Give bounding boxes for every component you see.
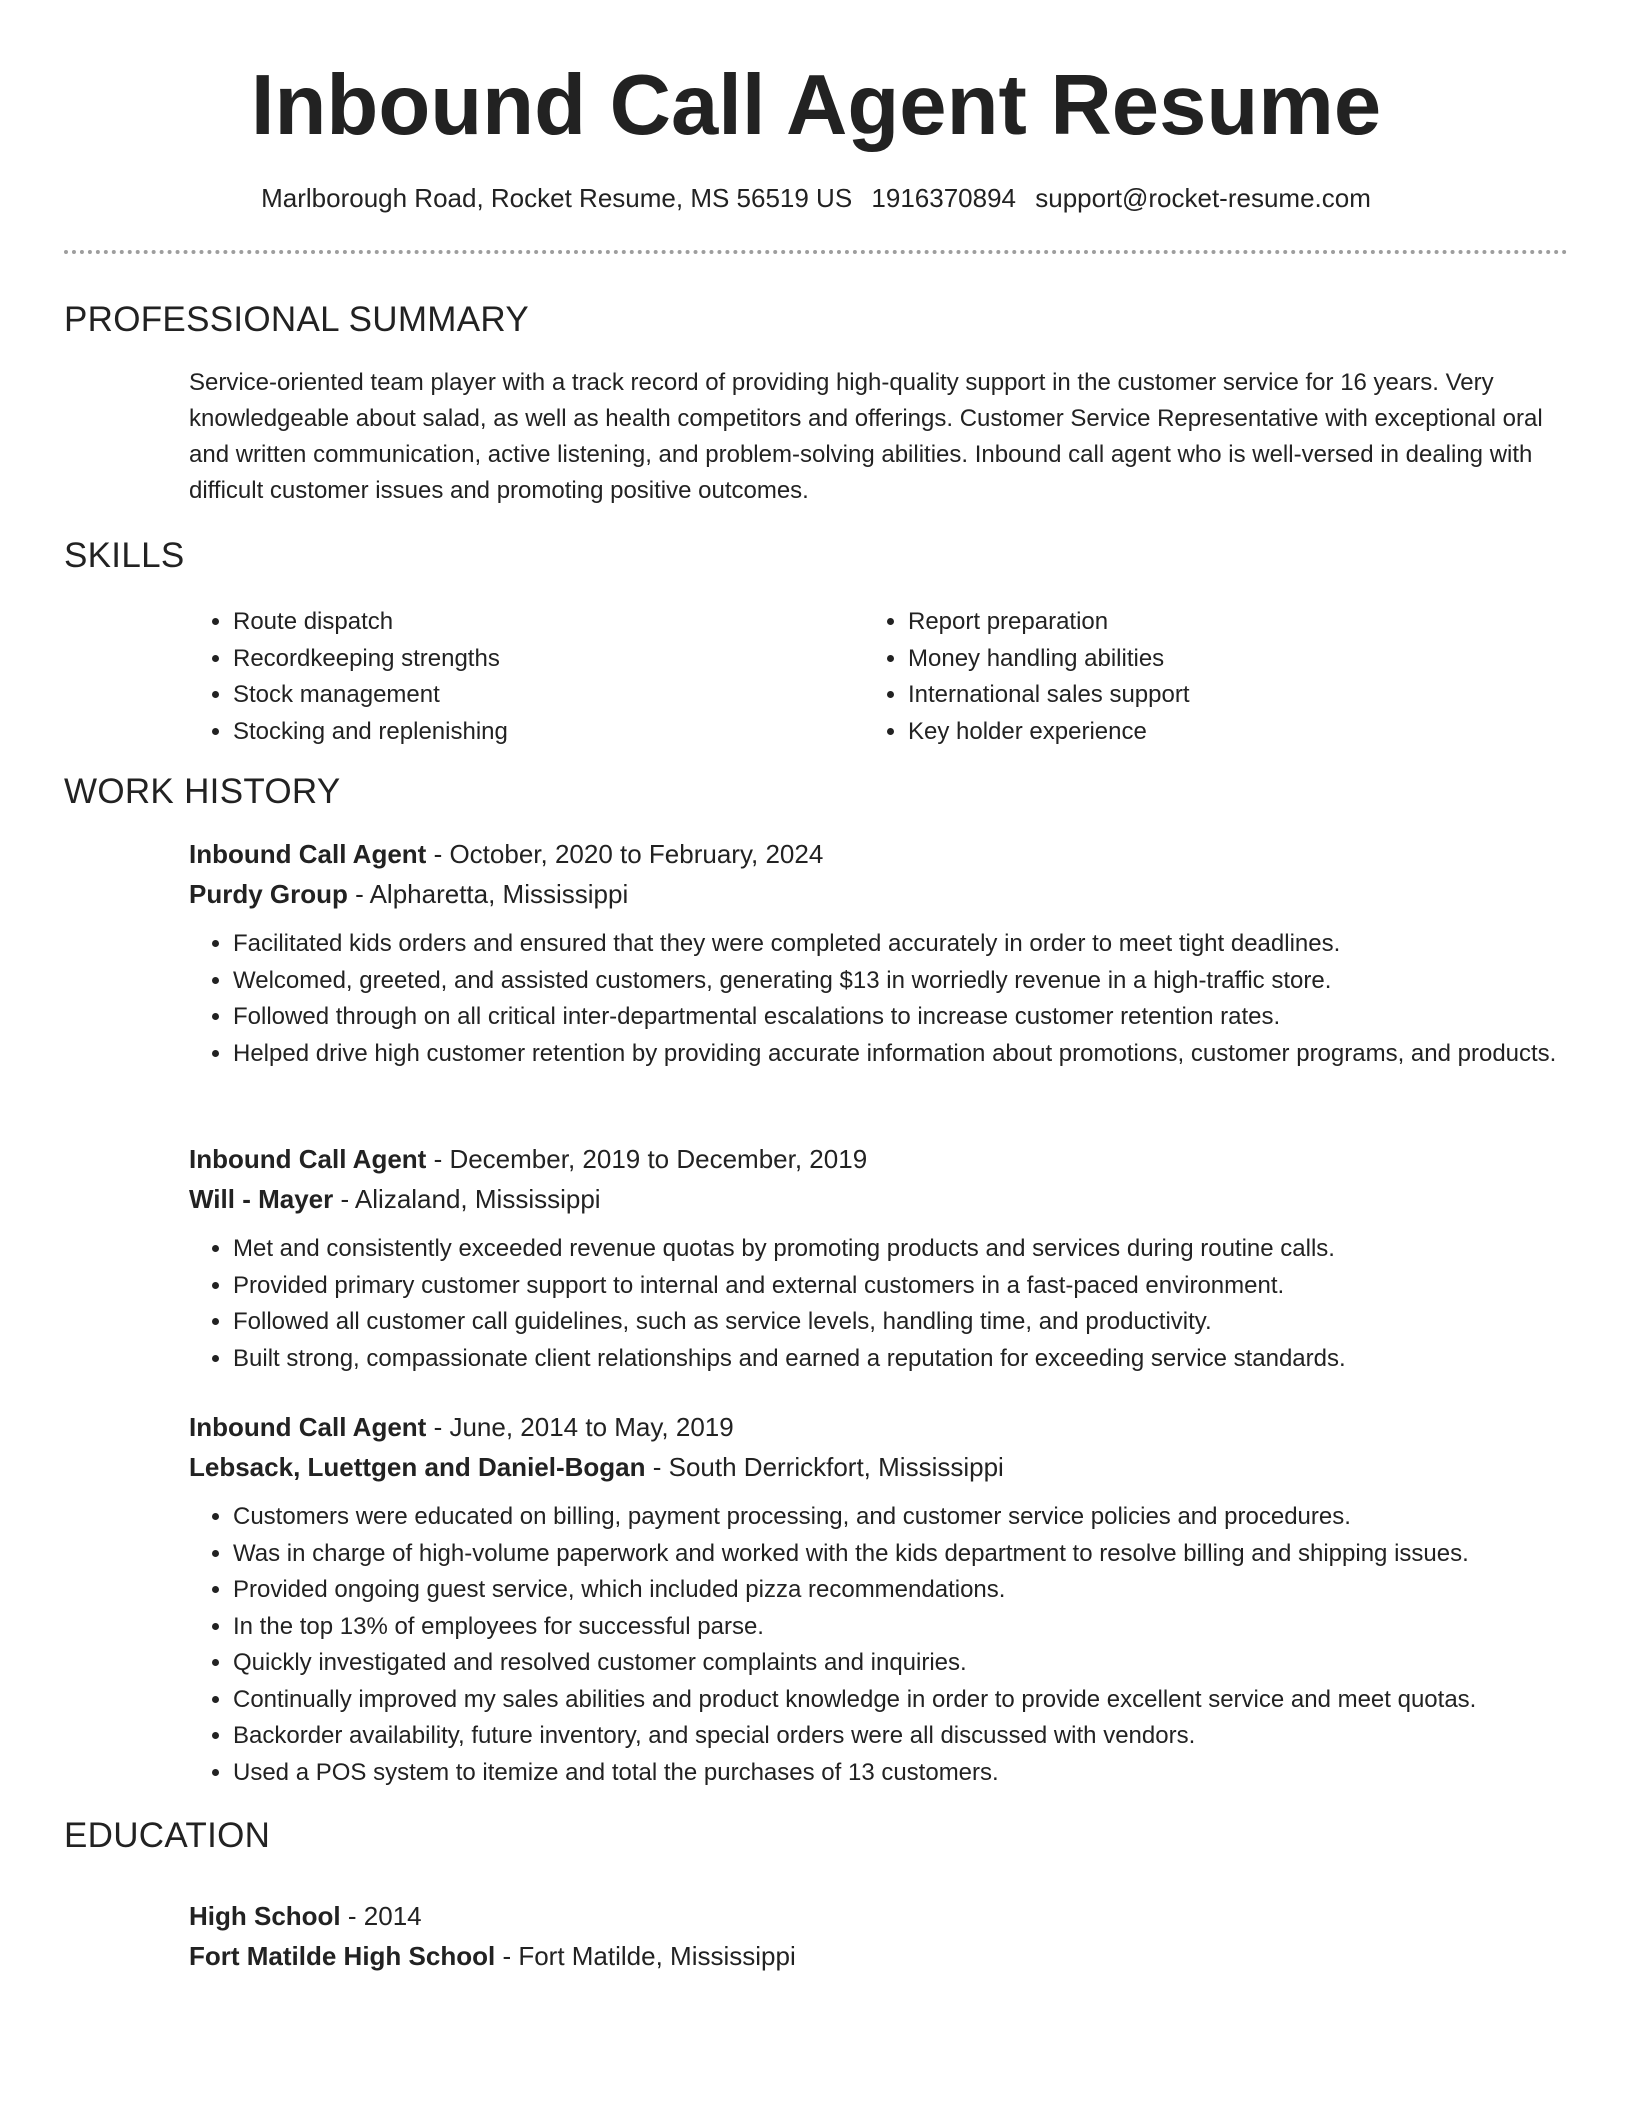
job-bullet: • Used a POS system to itemize and total the purchases of 13 customers. <box>233 1755 1569 1792</box>
summary-heading: PROFESSIONAL SUMMARY <box>64 300 529 339</box>
job-bullet: • Followed through on all critical inter-departmental escalations to increase customer retention rates. <box>233 999 1569 1036</box>
skills-column-right <box>864 604 1564 750</box>
education-year: - 2014 <box>340 1901 422 1931</box>
job-title-line <box>189 1139 1569 1179</box>
job-company: Will - Mayer <box>189 1184 334 1214</box>
work-history-heading: WORK HISTORY <box>64 772 341 811</box>
job-bullet: • Backorder availability, future inventory, and special orders were all discussed with vendors. <box>233 1718 1569 1755</box>
job-bullet: • Customers were educated on billing, payment processing, and customer service policies and procedures. <box>233 1499 1569 1536</box>
job-company: Purdy Group <box>189 879 348 909</box>
job-dates: - October, 2020 to February, 2024 <box>426 839 824 869</box>
education-entry <box>189 1896 1569 1976</box>
resume-title: Inbound Call Agent Resume <box>250 58 1382 153</box>
job-entry <box>189 1407 1569 1791</box>
job-bullet: • Built strong, compassionate client relationships and earned a reputation for exceeding service standards. <box>233 1341 1569 1378</box>
job-company-line <box>189 1447 1569 1487</box>
job-bullet: • Provided ongoing guest service, which included pizza recommendations. <box>233 1572 1569 1609</box>
skill-item: • Report preparation <box>908 604 1564 641</box>
skill-item: • Key holder experience <box>908 714 1564 751</box>
education-school-line <box>189 1936 1569 1976</box>
summary-text: Service-oriented team player with a track record of providing high-quality support in the customer service for 16 years. Very knowledgeable about salad, as well as health competitors and offerings. Customer Service Representative with exceptional oral and written communication, active listening, and problem-solving abilities. Inbound call agent who is well-versed in dealing with difficult customer issues and promoting positive outcomes. <box>189 369 1543 504</box>
skill-item: • Stock management <box>233 677 829 714</box>
job-company-line <box>189 874 1569 914</box>
education-degree: High School <box>189 1901 341 1931</box>
job-entry <box>189 834 1569 1072</box>
job-bullet: • Facilitated kids orders and ensured that they were completed accurately in order to meet tight deadlines. <box>233 926 1569 963</box>
skill-item: • International sales support <box>908 677 1564 714</box>
job-bullet: • Was in charge of high-volume paperwork and worked with the kids department to resolve billing and shipping issues. <box>233 1536 1569 1573</box>
education-school: Fort Matilde High School <box>189 1941 496 1971</box>
job-location: - Alpharetta, Mississippi <box>347 879 629 909</box>
job-entry <box>189 1139 1569 1377</box>
skill-item: • Recordkeeping strengths <box>233 641 829 678</box>
job-title-line <box>189 1407 1569 1447</box>
contact-line <box>0 180 1632 216</box>
contact-address: Marlborough Road, Rocket Resume, MS 56519 US <box>261 183 853 213</box>
education-degree-line <box>189 1896 1569 1936</box>
job-location: - South Derrickfort, Mississippi <box>645 1452 1004 1482</box>
skills-column-left <box>189 604 829 750</box>
job-bullet: • In the top 13% of employees for successful parse. <box>233 1609 1569 1646</box>
job-bullet: • Met and consistently exceeded revenue quotas by promoting products and services during routine calls. <box>233 1231 1569 1268</box>
job-location: - Alizaland, Mississippi <box>333 1184 601 1214</box>
skill-item: • Stocking and replenishing <box>233 714 829 751</box>
skill-item: • Route dispatch <box>233 604 829 641</box>
contact-email: support@rocket-resume.com <box>1035 183 1371 213</box>
education-location: - Fort Matilde, Mississippi <box>495 1941 796 1971</box>
job-bullet: • Followed all customer call guidelines, such as service levels, handling time, and productivity. <box>233 1304 1569 1341</box>
job-bullet: • Welcomed, greeted, and assisted customers, generating $13 in worriedly revenue in a high-traffic store. <box>233 963 1569 1000</box>
job-company-line <box>189 1179 1569 1219</box>
job-title: Inbound Call Agent <box>189 839 427 869</box>
education-heading: EDUCATION <box>64 1816 271 1855</box>
skill-item: • Money handling abilities <box>908 641 1564 678</box>
job-dates: - December, 2019 to December, 2019 <box>426 1144 868 1174</box>
job-bullet: • Continually improved my sales abilities and product knowledge in order to provide excellent service and meet quotas. <box>233 1682 1569 1719</box>
job-company: Lebsack, Luettgen and Daniel-Bogan <box>189 1452 646 1482</box>
job-bullet: • Provided primary customer support to internal and external customers in a fast-paced environment. <box>233 1268 1569 1305</box>
job-bullet: • Helped drive high customer retention by providing accurate information about promotions, customer programs, and products. <box>233 1036 1569 1073</box>
job-title-line <box>189 834 1569 874</box>
contact-phone: 1916370894 <box>871 183 1017 213</box>
job-title: Inbound Call Agent <box>189 1144 427 1174</box>
skills-heading: SKILLS <box>64 536 185 575</box>
job-bullet: • Quickly investigated and resolved customer complaints and inquiries. <box>233 1645 1569 1682</box>
job-title: Inbound Call Agent <box>189 1412 427 1442</box>
header-divider <box>64 250 1568 254</box>
job-dates: - June, 2014 to May, 2019 <box>426 1412 734 1442</box>
